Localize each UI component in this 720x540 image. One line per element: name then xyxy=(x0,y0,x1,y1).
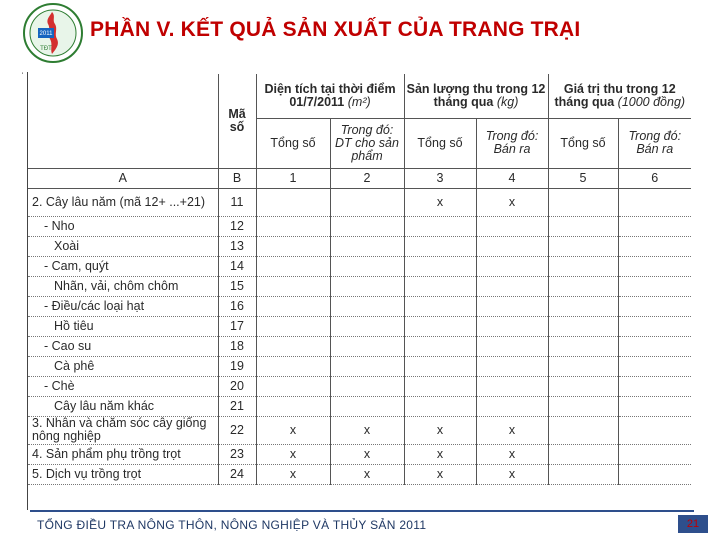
index-cell: 2 xyxy=(330,168,404,188)
row-cell-col-5 xyxy=(548,464,618,484)
table-row xyxy=(28,316,691,336)
row-cell-col-1 xyxy=(256,336,330,356)
row-cell-col-4 xyxy=(476,316,548,336)
table-row xyxy=(28,216,691,236)
row-cell-col-6 xyxy=(618,188,691,216)
header-value xyxy=(548,74,691,118)
page-title: PHẦN V. KẾT QUẢ SẢN XUẤT CỦA TRANG TRẠI xyxy=(90,18,581,41)
row-cell-col-2 xyxy=(330,276,404,296)
row-cell-col-5 xyxy=(548,216,618,236)
row-cell-col-5 xyxy=(548,396,618,416)
row-cell-col-3 xyxy=(404,256,476,276)
row-cell-col-1 xyxy=(256,396,330,416)
index-cell: 1 xyxy=(256,168,330,188)
production-results-table xyxy=(28,74,691,502)
row-code: 24 xyxy=(218,464,256,484)
row-cell-col-1 xyxy=(256,216,330,236)
header-label-column xyxy=(28,74,218,118)
header-area xyxy=(256,74,404,118)
row-cell-col-2 xyxy=(330,336,404,356)
row-cell-col-6 xyxy=(618,296,691,316)
row-cell-col-3: x xyxy=(404,416,476,444)
row-cell-col-1: x xyxy=(256,444,330,464)
row-cell-col-6 xyxy=(618,416,691,444)
row-cell-col-5 xyxy=(548,416,618,444)
row-code: 15 xyxy=(218,276,256,296)
row-cell-col-5 xyxy=(548,356,618,376)
row-label: Cà phê xyxy=(28,356,218,376)
row-code: 14 xyxy=(218,256,256,276)
row-cell-col-2: x xyxy=(330,444,404,464)
header-output-label: Sản lượng thu trong 12 tháng qua xyxy=(406,81,546,109)
footer-divider xyxy=(30,510,694,512)
header-output xyxy=(404,74,548,118)
row-cell-col-6 xyxy=(618,444,691,464)
logo-year: 2011 xyxy=(39,31,53,37)
row-cell-col-1 xyxy=(256,236,330,256)
table-row xyxy=(28,296,691,316)
index-cell: 6 xyxy=(651,171,659,185)
row-cell-col-4 xyxy=(476,276,548,296)
header-output-unit: (kg) xyxy=(496,94,519,109)
table-row xyxy=(28,376,691,396)
row-cell-col-4: x xyxy=(476,416,548,444)
header-value-total: Tổng số xyxy=(548,118,618,168)
row-cell-col-2 xyxy=(330,216,404,236)
row-cell-col-4: x xyxy=(476,188,548,216)
page-number: 21 xyxy=(678,515,708,533)
row-cell-col-4 xyxy=(476,296,548,316)
row-cell-col-5 xyxy=(548,236,618,256)
table-row xyxy=(28,276,691,296)
row-cell-col-1 xyxy=(256,276,330,296)
row-cell-col-4 xyxy=(476,256,548,276)
row-cell-col-6 xyxy=(618,276,691,296)
table-row xyxy=(28,396,691,416)
row-cell-col-1: x xyxy=(256,416,330,444)
row-cell-col-5 xyxy=(548,336,618,356)
row-label: - Nho xyxy=(28,216,218,236)
row-cell-col-3: x xyxy=(404,464,476,484)
row-cell-col-3: x xyxy=(404,188,476,216)
row-cell-col-4 xyxy=(476,336,548,356)
row-cell-col-3 xyxy=(404,316,476,336)
row-cell-col-4: x xyxy=(476,444,548,464)
row-code: 12 xyxy=(218,216,256,236)
row-cell-col-5 xyxy=(548,444,618,464)
row-cell-col-4 xyxy=(476,356,548,376)
table-row xyxy=(28,416,691,444)
row-cell-col-3 xyxy=(404,376,476,396)
row-cell-col-6 xyxy=(618,376,691,396)
row-cell-col-1 xyxy=(256,296,330,316)
row-label: - Điều/các loại hạt xyxy=(28,296,218,316)
row-cell-col-6 xyxy=(618,356,691,376)
logo-code: TĐT xyxy=(40,46,52,52)
index-cell: A xyxy=(28,168,218,188)
row-code: 13 xyxy=(218,236,256,256)
row-cell-col-2: x xyxy=(330,416,404,444)
row-label: - Cam, quýt xyxy=(28,256,218,276)
row-label: 3. Nhân và chăm sóc cây giống nông nghiệp xyxy=(28,416,218,444)
row-code: 17 xyxy=(218,316,256,336)
index-cell: B xyxy=(218,168,256,188)
row-cell-col-4 xyxy=(476,396,548,416)
row-cell-col-3 xyxy=(404,276,476,296)
row-cell-col-4 xyxy=(476,236,548,256)
header-area-total: Tổng số xyxy=(256,118,330,168)
row-label: Xoài xyxy=(28,236,218,256)
row-cell-col-4: x xyxy=(476,464,548,484)
row-cell-col-2 xyxy=(330,356,404,376)
index-cell: 5 xyxy=(548,168,618,188)
row-cell-col-1 xyxy=(256,188,330,216)
row-cell-col-5 xyxy=(548,188,618,216)
row-code: 22 xyxy=(218,416,256,444)
row-cell-col-2 xyxy=(330,316,404,336)
header-value-sold: Trong đó: Bán ra xyxy=(628,129,682,156)
table-row xyxy=(28,256,691,276)
row-cell-col-6 xyxy=(618,396,691,416)
table-row xyxy=(28,188,691,216)
row-cell-col-6 xyxy=(618,336,691,356)
column-index-row xyxy=(28,168,691,188)
row-cell-col-1: x xyxy=(256,464,330,484)
table-row xyxy=(28,236,691,256)
row-cell-col-5 xyxy=(548,276,618,296)
row-cell-col-3 xyxy=(404,396,476,416)
row-cell-col-6 xyxy=(618,316,691,336)
row-code: 16 xyxy=(218,296,256,316)
table-row xyxy=(28,356,691,376)
row-cell-col-1 xyxy=(256,376,330,396)
row-cell-col-2 xyxy=(330,188,404,216)
row-cell-col-1 xyxy=(256,356,330,376)
header-value-unit: (1000 đồng) xyxy=(617,94,686,109)
row-label: Cây lâu năm khác xyxy=(28,396,218,416)
row-cell-col-6 xyxy=(618,256,691,276)
row-label: 2. Cây lâu năm (mã 12+ ...+21) xyxy=(28,188,218,216)
row-label: Hồ tiêu xyxy=(28,316,218,336)
row-cell-col-6 xyxy=(618,216,691,236)
row-cell-col-3: x xyxy=(404,444,476,464)
row-cell-col-3 xyxy=(404,356,476,376)
table-body xyxy=(28,188,691,484)
row-code: 18 xyxy=(218,336,256,356)
row-cell-col-2 xyxy=(330,256,404,276)
row-cell-col-2 xyxy=(330,376,404,396)
row-cell-col-2 xyxy=(330,296,404,316)
row-cell-col-1 xyxy=(256,256,330,276)
row-label: 5. Dịch vụ trồng trọt xyxy=(28,464,218,484)
row-cell-col-1 xyxy=(256,316,330,336)
header-output-sold: Trong đó: Bán ra xyxy=(476,118,548,168)
header-area-unit: (m²) xyxy=(347,94,371,109)
row-cell-col-5 xyxy=(548,296,618,316)
row-cell-col-3 xyxy=(404,236,476,256)
table-row xyxy=(28,444,691,464)
row-cell-col-6 xyxy=(618,464,691,484)
row-cell-col-5 xyxy=(548,256,618,276)
row-label: - Cao su xyxy=(28,336,218,356)
index-cell: 4 xyxy=(476,168,548,188)
row-cell-col-2 xyxy=(330,236,404,256)
row-label: 4. Sản phẩm phụ trồng trọt xyxy=(28,444,218,464)
row-label: Nhãn, vải, chôm chôm xyxy=(28,276,218,296)
row-cell-col-4 xyxy=(476,376,548,396)
header-value-label: Giá trị thu trong 12 tháng qua xyxy=(554,81,676,109)
row-cell-col-6 xyxy=(618,236,691,256)
row-cell-col-2: x xyxy=(330,464,404,484)
row-label: - Chè xyxy=(28,376,218,396)
header-area-label: Diện tích tại thời điểm 01/7/2011 xyxy=(264,81,396,109)
header-ma-so: Mã số xyxy=(218,74,256,168)
footer-text: TỔNG ĐIỀU TRA NÔNG THÔN, NÔNG NGHIỆP VÀ THỦY SẢN 2011 xyxy=(37,518,427,532)
header-output-total: Tổng số xyxy=(404,118,476,168)
table-row xyxy=(28,464,691,484)
header-area-for-product: Trong đó: DT cho sản phẩm xyxy=(330,118,404,168)
row-cell-col-3 xyxy=(404,336,476,356)
corner-mark: ˌ xyxy=(21,64,25,75)
index-cell: 3 xyxy=(404,168,476,188)
row-cell-col-3 xyxy=(404,296,476,316)
row-code: 20 xyxy=(218,376,256,396)
table-row xyxy=(28,336,691,356)
census-logo xyxy=(22,2,84,64)
row-code: 19 xyxy=(218,356,256,376)
row-cell-col-5 xyxy=(548,316,618,336)
row-code: 23 xyxy=(218,444,256,464)
row-cell-col-4 xyxy=(476,216,548,236)
row-code: 11 xyxy=(218,188,256,216)
row-cell-col-5 xyxy=(548,376,618,396)
row-code: 21 xyxy=(218,396,256,416)
row-cell-col-3 xyxy=(404,216,476,236)
row-cell-col-2 xyxy=(330,396,404,416)
